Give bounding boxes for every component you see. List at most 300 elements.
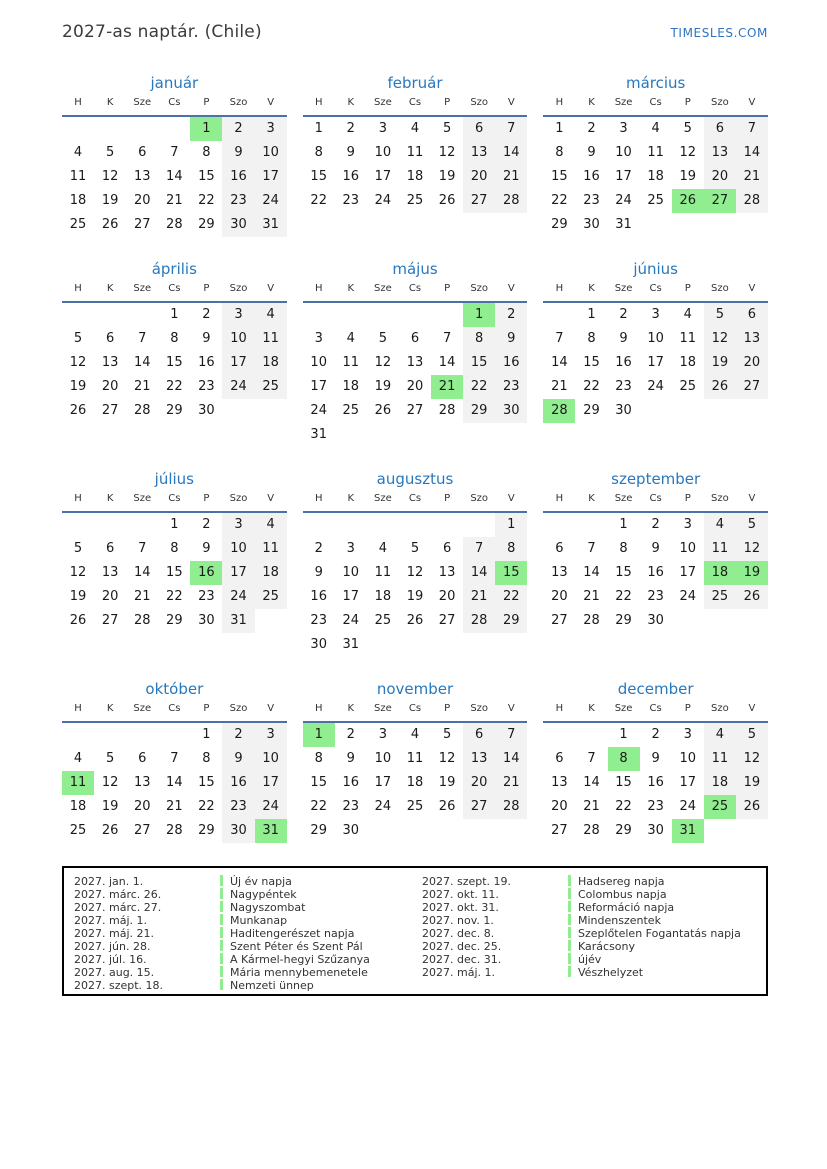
day-cell: 4 [704,513,736,537]
day-cell: 8 [170,331,179,346]
day-cell: 17 [255,771,287,795]
day-cell: 17 [615,169,632,184]
day-cell: 23 [647,799,664,814]
day-cell: 29 [551,217,568,232]
empty-cell [126,117,158,141]
weekday-label: K [106,493,114,504]
day-cell: 19 [736,561,768,585]
day-cell: 13 [406,355,424,370]
day-cell: 12 [101,775,119,790]
day-cell: 2 [314,541,323,556]
day-cell: 30 [647,823,664,838]
weekday-label: Sze [133,283,152,294]
day-cell: 6 [463,723,495,747]
day-cell: 19 [679,169,697,184]
day-cell: 31 [310,427,327,442]
day-cell: 4 [255,303,287,327]
weekday-header [303,283,528,303]
day-cell: 25 [679,379,697,394]
legend-holiday-name: Szeplőtelen Fogantatás napja [578,927,741,940]
weekday-label: H [555,97,564,108]
empty-cell [94,723,126,747]
day-cell: 20 [704,165,736,189]
day-cell: 11 [342,355,360,370]
legend-holiday [220,888,422,901]
day-cell: 17 [310,379,327,394]
site-link[interactable]: TIMESLES.COM [670,26,768,40]
day-cell: 27 [133,823,151,838]
day-cell: 29 [615,823,632,838]
holiday-marker-icon [220,914,223,925]
weekday-label: Szo [470,493,489,504]
days-grid [62,117,287,237]
weekday-label: Sze [614,703,633,714]
empty-cell [399,513,431,537]
day-cell: 24 [374,799,392,814]
weekday-label: P [684,283,691,294]
day-cell: 16 [615,355,632,370]
day-cell: 18 [374,589,392,604]
day-cell: 23 [615,379,632,394]
day-cell: 24 [647,379,664,394]
weekday-label: Szo [710,97,729,108]
day-cell: 10 [679,751,697,766]
day-cell: 21 [166,193,183,208]
empty-cell [126,513,158,537]
day-cell: 24 [374,193,392,208]
weekday-label: Szo [229,703,248,714]
day-cell: 20 [463,165,495,189]
days-grid [543,303,768,423]
day-cell: 10 [374,145,392,160]
day-cell: 10 [647,331,664,346]
day-cell: 20 [551,589,568,604]
day-cell: 2 [346,727,355,742]
day-cell: 1 [619,727,628,742]
day-cell: 6 [736,303,768,327]
day-cell: 28 [438,403,456,418]
day-cell: 7 [736,117,768,141]
weekday-label: K [106,97,114,108]
day-cell: 25 [704,795,736,819]
day-cell: 10 [255,141,287,165]
day-cell: 2 [202,307,211,322]
legend-holiday [568,901,756,914]
day-cell: 26 [672,189,704,213]
legend-holiday-name: Haditengerészet napja [230,927,355,940]
weekday-label: P [203,97,210,108]
day-cell: 12 [438,751,456,766]
weekday-label: V [507,283,515,294]
empty-cell [543,513,575,537]
day-cell: 21 [431,375,463,399]
day-cell: 25 [647,193,664,208]
weekday-label: P [203,493,210,504]
day-cell: 2 [587,121,596,136]
day-cell: 7 [495,117,527,141]
legend-date: 2027. dec. 31. [422,953,502,966]
empty-cell [367,513,399,537]
day-cell: 15 [310,169,327,184]
day-cell: 8 [555,145,564,160]
legend-date: 2027. nov. 1. [422,914,494,927]
weekday-label: Cs [649,283,662,294]
empty-cell [126,303,158,327]
day-cell: 27 [736,375,768,399]
holiday-marker-icon [568,966,571,977]
empty-cell [543,723,575,747]
day-cell: 9 [314,565,323,580]
day-cell: 5 [683,121,692,136]
empty-cell [303,303,335,327]
legend-date: 2027. máj. 21. [74,927,154,940]
month-5 [303,259,528,447]
legend-holiday [220,979,422,992]
day-cell: 20 [463,771,495,795]
day-cell: 9 [619,331,628,346]
days-grid [62,723,287,843]
day-cell: 2 [495,303,527,327]
day-cell: 26 [374,403,392,418]
legend-holiday-name: Mindenszentek [578,914,661,927]
day-cell: 26 [736,795,768,819]
day-cell: 12 [736,747,768,771]
day-cell: 15 [166,565,183,580]
month-title: augusztus [376,470,454,488]
day-cell: 24 [342,613,360,628]
weekday-label: Sze [614,493,633,504]
day-cell: 11 [647,145,664,160]
weekday-label: H [74,703,82,714]
day-cell: 15 [198,169,215,184]
legend-holiday [568,927,756,940]
day-cell: 22 [198,193,215,208]
days-grid [543,513,768,633]
day-cell: 3 [651,307,660,322]
empty-cell [575,723,607,747]
day-cell: 23 [495,375,527,399]
legend-holiday-name: Vészhelyzet [578,966,644,979]
day-cell: 18 [406,169,424,184]
day-cell: 5 [410,541,420,556]
day-cell: 9 [222,141,254,165]
day-cell: 4 [378,541,388,556]
day-cell: 15 [583,355,600,370]
day-cell: 16 [495,351,527,375]
day-cell: 3 [683,727,692,742]
legend-column-2 [422,875,756,992]
weekday-label: Szo [229,97,248,108]
weekday-header [62,493,287,513]
day-cell: 2 [619,307,628,322]
day-cell: 24 [255,189,287,213]
legend-holiday-name: Szent Péter és Szent Pál [230,940,363,953]
month-title: január [150,74,199,92]
weekday-header [62,97,287,117]
days-grid [303,723,528,843]
day-cell: 12 [374,355,392,370]
day-cell: 16 [342,169,360,184]
days-grid [543,117,768,237]
day-cell: 26 [406,613,424,628]
day-cell: 24 [222,585,254,609]
month-title: március [625,74,686,92]
month-4 [62,259,287,423]
day-cell: 17 [342,589,360,604]
day-cell: 9 [346,145,355,160]
day-cell: 23 [222,189,254,213]
legend-column-1 [74,875,422,992]
day-cell: 8 [619,541,628,556]
weekday-label: Cs [168,283,181,294]
day-cell: 28 [133,613,151,628]
days-grid [62,513,287,633]
day-cell: 5 [73,331,83,346]
day-cell: 26 [69,403,87,418]
day-cell: 6 [704,117,736,141]
weekday-label: Cs [408,703,422,714]
day-cell: 13 [551,565,568,580]
weekday-header [543,493,768,513]
holiday-marker-icon [220,940,223,951]
weekday-label: Szo [470,97,489,108]
day-cell: 6 [442,541,452,556]
day-cell: 9 [651,541,660,556]
weekday-label: Sze [133,703,152,714]
day-cell: 29 [615,613,632,628]
day-cell: 12 [69,565,87,580]
weekday-label: Sze [614,97,633,108]
weekday-label: Cs [408,493,422,504]
legend-holiday-name: Nagypéntek [230,888,297,901]
legend-holiday [568,940,756,953]
weekday-label: H [74,97,82,108]
weekday-header [543,97,768,117]
day-cell: 25 [69,217,87,232]
legend-holiday [568,953,756,966]
day-cell: 21 [736,165,768,189]
day-cell: 1 [463,303,495,327]
day-cell: 12 [679,145,697,160]
day-cell: 6 [555,541,564,556]
day-cell: 19 [406,589,424,604]
day-cell: 4 [73,751,83,766]
days-grid [303,303,528,447]
weekday-label: Szo [710,283,729,294]
legend-holiday [220,927,422,940]
day-cell: 16 [342,775,360,790]
months-grid [62,73,768,843]
day-cell: 21 [495,771,527,795]
weekday-label: Sze [374,97,392,108]
month-title: december [617,680,694,698]
day-cell: 9 [587,145,596,160]
empty-cell [399,303,431,327]
weekday-label: K [347,493,355,504]
day-cell: 14 [495,747,527,771]
day-cell: 26 [69,613,87,628]
day-cell: 21 [166,799,183,814]
page-title: 2027-as naptár. (Chile) [62,22,262,42]
day-cell: 22 [583,379,600,394]
legend-holiday [220,914,422,927]
weekday-label: Cs [649,493,662,504]
legend-date: 2027. dec. 25. [422,940,502,953]
day-cell: 29 [583,403,600,418]
weekday-label: P [684,493,691,504]
day-cell: 17 [374,775,392,790]
day-cell: 25 [342,403,360,418]
day-cell: 27 [551,613,568,628]
empty-cell [126,723,158,747]
empty-cell [62,513,94,537]
day-cell: 31 [222,609,254,633]
day-cell: 9 [222,747,254,771]
day-cell: 22 [463,375,495,399]
weekday-label: K [347,283,355,294]
weekday-label: Szo [710,493,729,504]
weekday-label: V [748,97,756,108]
day-cell: 1 [619,517,628,532]
month-title: április [151,260,197,278]
weekday-label: H [555,283,564,294]
day-cell: 28 [543,399,575,423]
day-cell: 23 [647,589,664,604]
empty-cell [335,513,367,537]
day-cell: 17 [222,561,254,585]
legend-date: 2027. júl. 16. [74,953,147,966]
day-cell: 16 [190,561,222,585]
holiday-marker-icon [568,901,571,912]
day-cell: 31 [255,819,287,843]
empty-cell [94,117,126,141]
day-cell: 18 [342,379,360,394]
day-cell: 7 [170,751,179,766]
legend-holiday-name: Új év napja [230,875,292,888]
day-cell: 14 [463,561,495,585]
day-cell: 6 [463,117,495,141]
day-cell: 11 [255,537,287,561]
day-cell: 18 [255,561,287,585]
weekday-label: K [588,493,595,504]
day-cell: 21 [133,589,151,604]
weekday-label: P [203,703,210,714]
legend-holiday-name: Nagyszombat [230,901,306,914]
weekday-label: P [203,283,210,294]
day-cell: 10 [615,145,632,160]
empty-cell [543,303,575,327]
days-grid [543,723,768,843]
day-cell: 16 [198,355,215,370]
day-cell: 5 [736,723,768,747]
legend-holiday [220,940,422,953]
day-cell: 1 [202,727,211,742]
day-cell: 10 [222,327,254,351]
day-cell: 30 [198,403,215,418]
day-cell: 16 [647,565,664,580]
day-cell: 31 [342,637,360,652]
day-cell: 25 [406,193,424,208]
weekday-label: V [267,493,275,504]
legend-holiday [220,966,422,979]
day-cell: 1 [303,723,335,747]
day-cell: 22 [495,585,527,609]
day-cell: 20 [551,799,568,814]
weekday-label: H [314,493,323,504]
day-cell: 31 [672,819,704,843]
month-6 [543,259,768,423]
day-cell: 20 [133,193,151,208]
day-cell: 11 [374,565,392,580]
weekday-label: Cs [168,493,181,504]
month-2 [303,73,528,213]
legend-holiday-name: Munkanap [230,914,288,927]
day-cell: 26 [101,823,119,838]
day-cell: 15 [463,351,495,375]
weekday-label: P [684,97,691,108]
month-1 [62,73,287,237]
legend-date: 2027. szept. 19. [422,875,512,888]
day-cell: 21 [133,379,151,394]
day-cell: 13 [438,565,456,580]
weekday-label: Sze [614,283,633,294]
day-cell: 10 [679,541,697,556]
page-header [62,22,768,42]
holiday-marker-icon [220,888,223,899]
empty-cell [431,303,463,327]
day-cell: 13 [101,565,119,580]
weekday-label: Szo [470,283,489,294]
day-cell: 30 [495,399,527,423]
month-title: szeptember [611,470,701,488]
weekday-label: Cs [649,97,662,108]
day-cell: 1 [495,513,527,537]
day-cell: 29 [166,613,183,628]
day-cell: 3 [255,117,287,141]
day-cell: 9 [346,751,355,766]
day-cell: 5 [73,541,83,556]
weekday-label: V [748,283,756,294]
month-7 [62,469,287,633]
day-cell: 28 [495,795,527,819]
month-10 [62,679,287,843]
day-cell: 19 [101,193,119,208]
day-cell: 24 [255,795,287,819]
day-cell: 23 [342,193,360,208]
weekday-header [62,703,287,723]
day-cell: 7 [495,723,527,747]
day-cell: 20 [406,379,424,394]
empty-cell [303,513,335,537]
day-cell: 12 [704,327,736,351]
days-grid [303,513,528,657]
day-cell: 6 [138,751,147,766]
day-cell: 13 [133,775,151,790]
day-cell: 14 [438,355,456,370]
day-cell: 28 [166,217,183,232]
weekday-label: Cs [408,97,422,108]
day-cell: 3 [222,513,254,537]
day-cell: 11 [255,327,287,351]
day-cell: 23 [342,799,360,814]
weekday-label: Cs [649,703,662,714]
weekday-label: V [507,97,515,108]
weekday-label: Sze [133,493,152,504]
weekday-label: V [748,493,756,504]
day-cell: 5 [106,145,115,160]
weekday-label: V [267,283,275,294]
weekday-label: V [267,97,275,108]
